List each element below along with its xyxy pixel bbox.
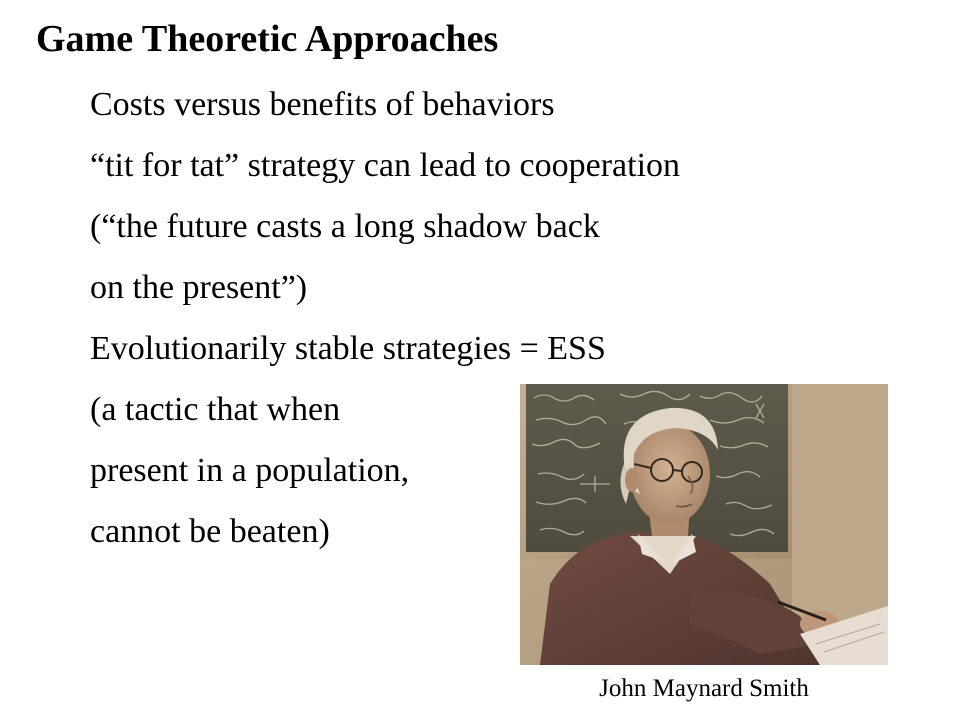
photo-caption: John Maynard Smith [599, 675, 809, 702]
bullet-line: on the present”) [90, 269, 308, 306]
bullet-line: Costs versus benefits of behaviors [90, 86, 555, 123]
bullet-line: present in a population, [90, 452, 410, 489]
bullet-line: Evolutionarily stable strategies = ESS [90, 330, 606, 367]
bullet-line: (a tactic that when [90, 391, 341, 428]
bullet-line: (“the future casts a long shadow back [90, 208, 600, 245]
bullet-line: “tit for tat” strategy can lead to cooperation [90, 147, 681, 184]
slide-title: Game Theoretic Approaches [36, 18, 499, 60]
bullet-line: cannot be beaten) [90, 513, 330, 550]
portrait-illustration [520, 384, 888, 665]
portrait-photo [520, 384, 888, 665]
